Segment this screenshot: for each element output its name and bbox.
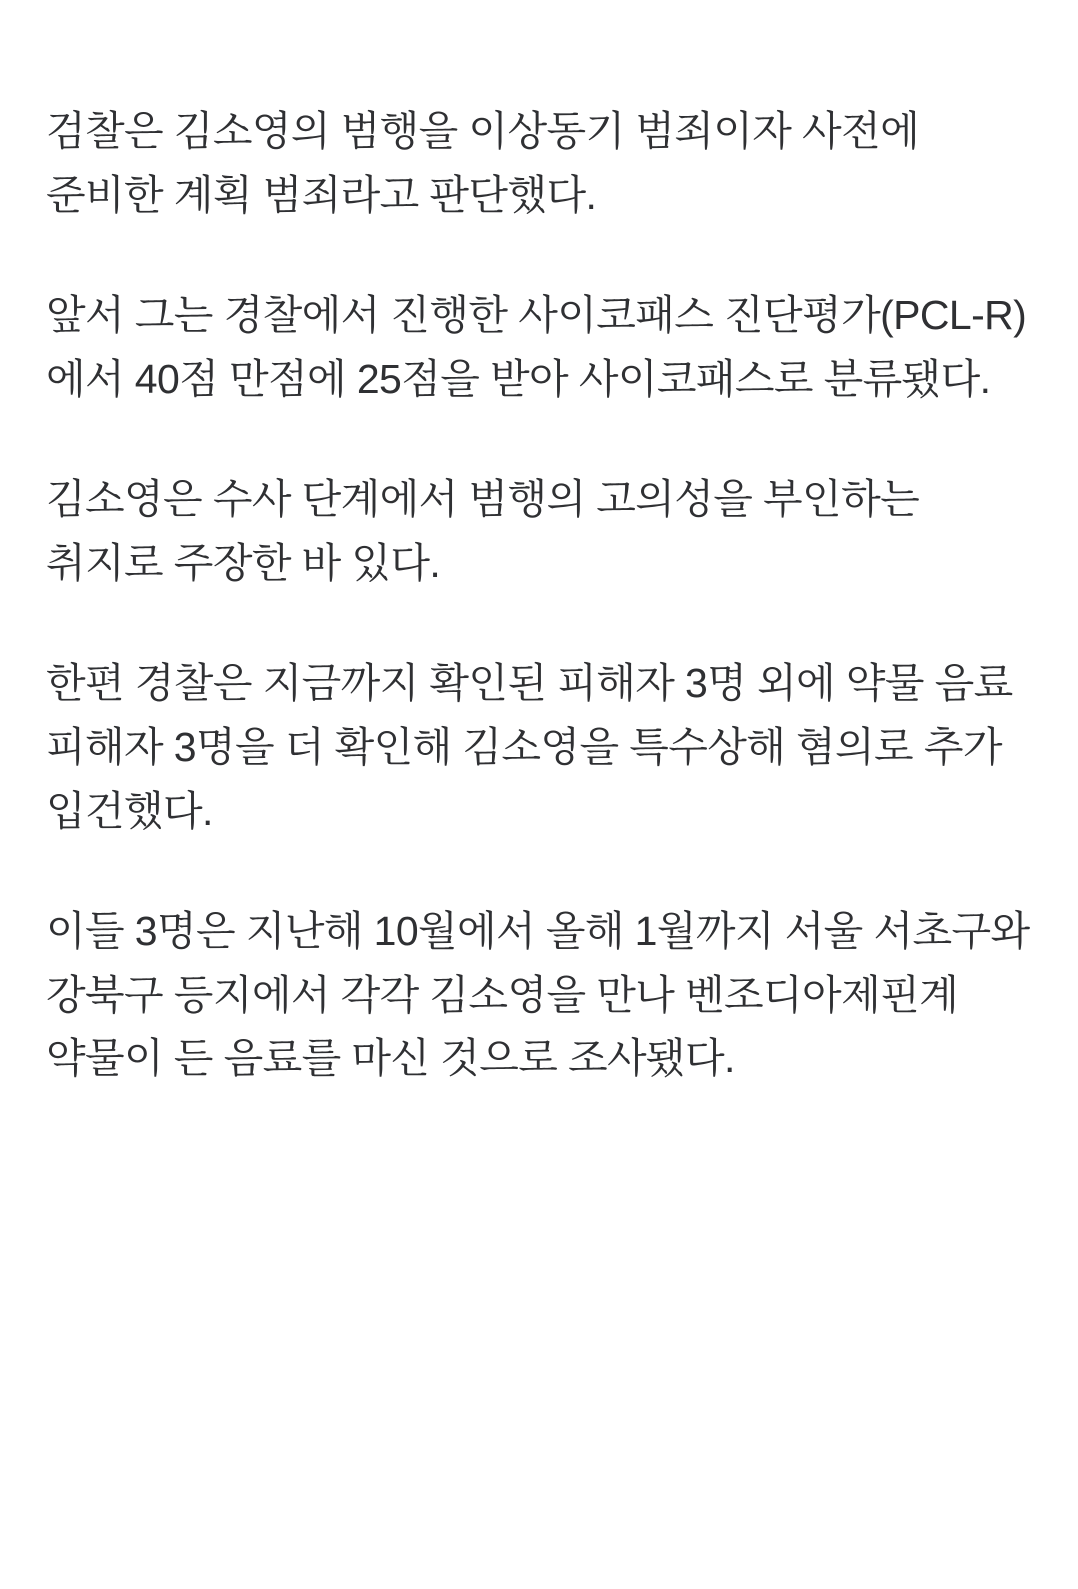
article-paragraph-5: 이들 3명은 지난해 10월에서 올해 1월까지 서울 서초구와 강북구 등지에서 각각 김소영을 만나 벤조디아제핀계 약물이 든 음료를 마신 것으로 조사됐다. [46, 907, 1041, 1082]
article-paragraph-4: 한편 경찰은 지금까지 확인된 피해자 3명 외에 약물 음료 피해자 3명을 더 확인해 김소영을 특수상해 혐의로 추가 입건했다. [46, 659, 1024, 834]
article-paragraph-2: 앞서 그는 경찰에서 진행한 사이코패스 진단평가(PCL-R)에서 40점 만점에 25점을 받아 사이코패스로 분류됐다. [46, 291, 1027, 402]
article-paragraph-1: 검찰은 김소영의 범행을 이상동기 범죄이자 사전에 준비한 계획 범죄라고 판단했다. [46, 108, 930, 218]
article-paragraph-3: 김소영은 수사 단계에서 범행의 고의성을 부인하는 취지로 주장한 바 있다. [46, 475, 930, 586]
